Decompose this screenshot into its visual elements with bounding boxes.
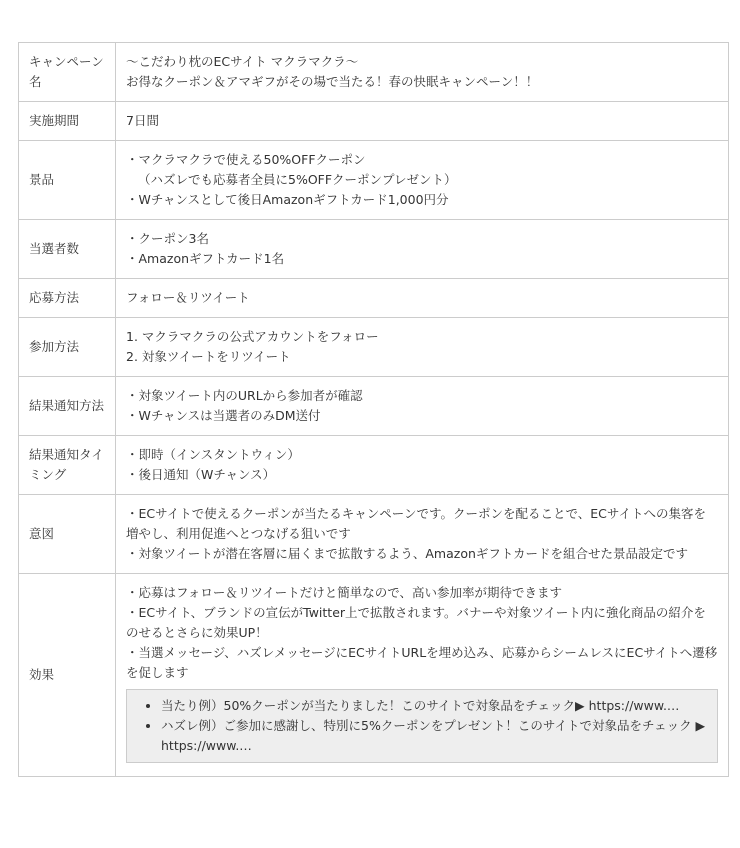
participation-line-2: 2. 対象ツイートをリツイート xyxy=(126,349,291,364)
row-entry-method xyxy=(19,279,729,318)
notification-method-line-1: ・対象ツイート内のURLから参加者が確認 xyxy=(126,388,363,403)
label-effect: 効果 xyxy=(19,574,116,777)
example-messages-box xyxy=(126,689,718,763)
label-prizes: 景品 xyxy=(19,141,116,220)
prizes-line-2: （ハズレでも応募者全員に5%OFFクーポンプレゼント） xyxy=(138,172,457,187)
row-effect xyxy=(19,574,729,777)
row-prizes xyxy=(19,141,729,220)
label-notification-method: 結果通知方法 xyxy=(19,377,116,436)
row-winners xyxy=(19,220,729,279)
campaign-table xyxy=(18,42,729,777)
example-message-win: • 当たり例）50%クーポンが当たりました！このサイトで対象品をチェック▶ https://www.… xyxy=(161,696,709,716)
value-effect xyxy=(116,574,729,777)
intent-line-1: ・ECサイトで使えるクーポンが当たるキャンペーンです。クーポンを配ることで、ECサイトへの集客を増やし、利用促進へとつなげる狙いです xyxy=(126,506,707,541)
label-notification-timing: 結果通知タイミング xyxy=(19,436,116,495)
campaign-name-line-1: 〜こだわり枕のECサイト マクラマクラ〜 xyxy=(126,54,359,69)
example-message-lose: • ハズレ例）ご参加に感謝し、特別に5%クーポンをプレゼント！このサイトで対象品をチェック ▶ https://www.… xyxy=(161,716,709,756)
effect-line-2: ・ECサイト、ブランドの宣伝がTwitter上で拡散されます。バナーや対象ツイート内に強化商品の紹介をのせるとさらに効果UP！ xyxy=(126,605,706,640)
value-period xyxy=(116,102,729,141)
prizes-line-1: ・マクラマクラで使える50%OFFクーポン xyxy=(126,152,366,167)
label-campaign-name: キャンペーン名 xyxy=(19,43,116,102)
value-campaign-name xyxy=(116,43,729,102)
notification-method-line-2: ・Wチャンスは当選者のみDM送付 xyxy=(126,408,321,423)
entry-method-line-1: フォロー＆リツイート xyxy=(126,290,250,305)
value-prizes xyxy=(116,141,729,220)
example-messages-list xyxy=(135,696,709,756)
row-period xyxy=(19,102,729,141)
notification-timing-line-1: ・即時（インスタントウィン） xyxy=(126,447,300,462)
value-participation xyxy=(116,318,729,377)
row-intent xyxy=(19,495,729,574)
participation-line-1: 1. マクラマクラの公式アカウントをフォロー xyxy=(126,329,379,344)
winners-line-2: ・Amazonギフトカード1名 xyxy=(126,251,285,266)
prizes-line-3: ・Wチャンスとして後日Amazonギフトカード1,000円分 xyxy=(126,192,449,207)
row-campaign-name xyxy=(19,43,729,102)
label-winners: 当選者数 xyxy=(19,220,116,279)
value-notification-timing xyxy=(116,436,729,495)
label-participation: 参加方法 xyxy=(19,318,116,377)
winners-line-1: ・クーポン3名 xyxy=(126,231,209,246)
effect-line-1: ・応募はフォロー＆リツイートだけと簡単なので、高い参加率が期待できます xyxy=(126,585,563,600)
notification-timing-line-2: ・後日通知（Wチャンス） xyxy=(126,467,276,482)
value-winners xyxy=(116,220,729,279)
label-period: 実施期間 xyxy=(19,102,116,141)
campaign-name-line-2: お得なクーポン＆アマギフがその場で当たる！春の快眠キャンペーン！！ xyxy=(126,74,539,89)
effect-line-3: ・当選メッセージ、ハズレメッセージにECサイトURLを埋め込み、応募からシームレスにECサイトへ遷移を促します xyxy=(126,645,718,680)
value-entry-method xyxy=(116,279,729,318)
label-entry-method: 応募方法 xyxy=(19,279,116,318)
period-line-1: 7日間 xyxy=(126,113,159,128)
row-notification-method xyxy=(19,377,729,436)
value-notification-method xyxy=(116,377,729,436)
intent-line-2: ・対象ツイートが潜在客層に届くまで拡散するよう、Amazonギフトカードを組合せた景品設定です xyxy=(126,546,689,561)
row-notification-timing xyxy=(19,436,729,495)
row-participation xyxy=(19,318,729,377)
label-intent: 意図 xyxy=(19,495,116,574)
value-intent xyxy=(116,495,729,574)
